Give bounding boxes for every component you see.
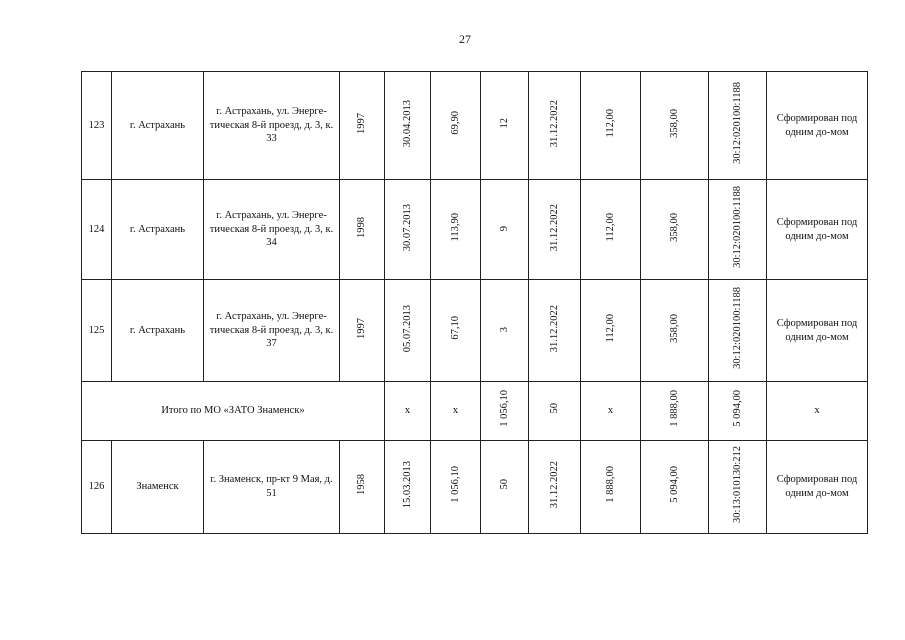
cadastral-value: 30:13:010130:212: [731, 446, 743, 524]
row-number: 126: [82, 441, 112, 534]
deadline-cell: [529, 180, 581, 280]
total-area-cell: [481, 382, 529, 441]
cadastral-value: 30:12:020100:1188: [731, 287, 743, 370]
date-value: 15.03.2013: [401, 461, 413, 509]
settlement-cell: г. Астрахань: [112, 280, 204, 382]
area-value: 1 056,10: [449, 466, 461, 504]
date-cell: [385, 441, 431, 534]
settlement-cell: г. Астрахань: [112, 180, 204, 280]
value2-cell: [641, 441, 709, 534]
value2-value: 358,00: [668, 108, 680, 138]
year-value: 1997: [356, 112, 368, 134]
date-value: 30.07.2013: [401, 203, 413, 251]
year-cell: [340, 280, 385, 382]
deadline-cell: [529, 280, 581, 382]
deadline-value: 31.12.2022: [548, 304, 560, 352]
residents-cell: [481, 280, 529, 382]
page-number: 27: [459, 32, 471, 46]
cadastral-cell: [709, 180, 767, 280]
date-cell: [385, 72, 431, 180]
year-value: 1958: [356, 474, 368, 496]
total-cadastral-cell: х: [767, 382, 868, 441]
value1-cell: [581, 441, 641, 534]
area-value: 69,90: [449, 111, 461, 135]
value1-cell: [581, 280, 641, 382]
note-cell: Сформирован под одним до-мом: [767, 180, 868, 280]
table-row: [82, 280, 868, 382]
cadastral-cell: [709, 441, 767, 534]
deadline-value: 31.12.2022: [548, 99, 560, 147]
cadastral-value: 30:12:020100:1188: [731, 186, 743, 269]
note-cell: Сформирован под одним до-мом: [767, 280, 868, 382]
table-row: [82, 180, 868, 280]
cadastral-cell: [709, 280, 767, 382]
total-area-value: 1 056,10: [498, 390, 510, 428]
cadastral-value: 30:12:020100:1188: [731, 82, 743, 165]
year-value: 1998: [356, 216, 368, 238]
residents-value: 12: [498, 117, 510, 129]
total-residents-cell: [529, 382, 581, 441]
total-row: [82, 382, 868, 441]
residents-value: 50: [498, 479, 510, 490]
residents-cell: [481, 441, 529, 534]
value1-cell: [581, 72, 641, 180]
value2-cell: [641, 280, 709, 382]
area-value: 113,90: [449, 212, 461, 242]
total-label: Итого по МО «ЗАТО Знаменск»: [82, 382, 385, 441]
residents-cell: [481, 72, 529, 180]
residents-value: 3: [498, 327, 510, 333]
address-cell: г. Астрахань, ул. Энерге-тическая 8-й проезд, д. 3, к. 37: [204, 280, 340, 382]
cadastral-cell: [709, 72, 767, 180]
total-extra-cell: х: [431, 382, 481, 441]
table-row: [82, 441, 868, 534]
value2-value: 5 094,00: [668, 466, 680, 504]
value1-value: 112,00: [604, 212, 616, 242]
total-deadline-cell: х: [581, 382, 641, 441]
note-cell: Сформирован под одним до-мом: [767, 441, 868, 534]
note-cell: Сформирован под одним до-мом: [767, 72, 868, 180]
address-cell: г. Астрахань, ул. Энерге-тическая 8-й проезд, д. 3, к. 34: [204, 180, 340, 280]
date-cell: [385, 280, 431, 382]
total-value1-value: 1 888,00: [668, 390, 680, 428]
total-residents-value: 50: [548, 403, 560, 414]
value1-value: 112,00: [604, 108, 616, 138]
deadline-value: 31.12.2022: [548, 203, 560, 251]
residents-cell: [481, 180, 529, 280]
residents-value: 9: [498, 226, 510, 232]
date-value: 05.07.2013: [401, 304, 413, 352]
area-cell: [431, 280, 481, 382]
address-cell: г. Знаменск, пр-кт 9 Мая, д. 51: [204, 441, 340, 534]
year-value: 1997: [356, 317, 368, 339]
settlement-cell: Знаменск: [112, 441, 204, 534]
total-value1-cell: [641, 382, 709, 441]
value2-cell: [641, 72, 709, 180]
row-number: 123: [82, 72, 112, 180]
deadline-value: 31.12.2022: [548, 461, 560, 509]
total-date-cell: х: [385, 382, 431, 441]
value2-value: 358,00: [668, 212, 680, 242]
value1-value: 112,00: [604, 313, 616, 343]
year-cell: [340, 441, 385, 534]
row-number: 124: [82, 180, 112, 280]
year-cell: [340, 180, 385, 280]
deadline-cell: [529, 72, 581, 180]
total-value2-cell: [709, 382, 767, 441]
total-value2-value: 5 094,00: [731, 390, 743, 428]
date-cell: [385, 180, 431, 280]
deadline-cell: [529, 441, 581, 534]
value2-value: 358,00: [668, 313, 680, 343]
housing-register-table: [81, 71, 868, 534]
area-value: 67,10: [449, 316, 461, 340]
settlement-cell: г. Астрахань: [112, 72, 204, 180]
value1-value: 1 888,00: [604, 466, 616, 504]
area-cell: [431, 180, 481, 280]
row-number: 125: [82, 280, 112, 382]
table-row: [82, 72, 868, 180]
address-cell: г. Астрахань, ул. Энерге-тическая 8-й проезд, д. 3, к. 33: [204, 72, 340, 180]
value2-cell: [641, 180, 709, 280]
date-value: 30.04.2013: [401, 99, 413, 147]
value1-cell: [581, 180, 641, 280]
area-cell: [431, 72, 481, 180]
year-cell: [340, 72, 385, 180]
area-cell: [431, 441, 481, 534]
